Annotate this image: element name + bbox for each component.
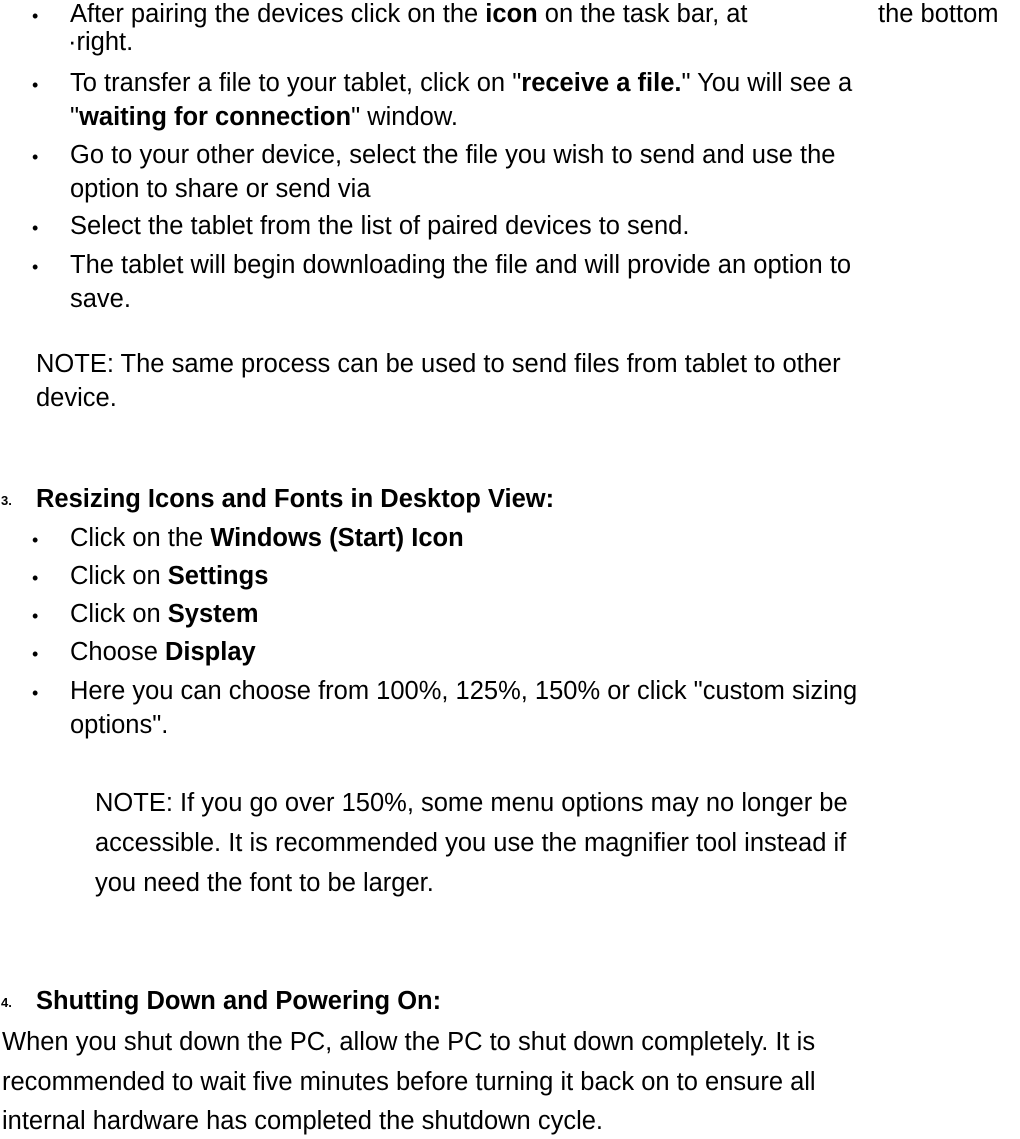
bullet-marker bbox=[32, 561, 38, 593]
bullet-text: Click on bbox=[70, 600, 168, 628]
bullet-select-tablet: Select the tablet from the list of paired devices to send. bbox=[70, 212, 690, 240]
bullet-settings bbox=[70, 561, 268, 591]
bullet-bold-text: receive a file. bbox=[521, 69, 682, 97]
bullet-text: " You will see a bbox=[681, 69, 853, 97]
bullet-bold-text: Windows (Start) Icon bbox=[210, 524, 464, 552]
bullet-system bbox=[70, 599, 259, 629]
note-line: device. bbox=[36, 384, 117, 412]
bullet-bold-text: icon bbox=[485, 0, 538, 28]
note-line: accessible. It is recommended you use the magnifier tool instead if bbox=[95, 829, 847, 857]
bullet-marker bbox=[32, 523, 38, 555]
bullet-marker bbox=[32, 0, 38, 31]
bullet-after-pairing-tail: the bottom bbox=[878, 0, 999, 28]
bullet-transfer-file-line2 bbox=[70, 102, 458, 132]
bullet-marker bbox=[32, 211, 38, 243]
bullet-display bbox=[70, 637, 256, 667]
bullet-text: Click on bbox=[70, 562, 168, 590]
bullet-text: After pairing the devices click on the bbox=[70, 0, 486, 28]
bullet-bold-text: Settings bbox=[167, 562, 269, 590]
bullet-downloading: The tablet will begin downloading the file and will provide an option to bbox=[70, 251, 852, 279]
bullet-downloading-line2: save. bbox=[70, 285, 131, 313]
bullet-bold-text: Display bbox=[164, 638, 256, 666]
bullet-text: Choose bbox=[70, 638, 165, 666]
bullet-sizing-options: Here you can choose from 100%, 125%, 150% or click "custom sizing bbox=[70, 677, 858, 705]
bullet-bold-text: waiting for connection bbox=[79, 103, 352, 131]
body-line: When you shut down the PC, allow the PC to shut down completely. It is bbox=[2, 1028, 816, 1056]
section-number: 4. bbox=[1, 995, 12, 1010]
bullet-marker bbox=[32, 250, 38, 282]
bullet-after-pairing bbox=[70, 0, 748, 29]
bullet-marker bbox=[32, 599, 38, 631]
bullet-text: To transfer a file to your tablet, click on " bbox=[70, 69, 522, 97]
body-line: recommended to wait five minutes before turning it back on to ensure all bbox=[2, 1068, 816, 1096]
bullet-after-pairing-line2: ·right. bbox=[68, 28, 134, 56]
bullet-windows-icon bbox=[70, 523, 464, 553]
bullet-marker bbox=[32, 140, 38, 172]
body-line: internal hardware has completed the shutdown cycle. bbox=[2, 1107, 604, 1135]
bullet-text: " bbox=[70, 103, 80, 131]
bullet-marker bbox=[32, 676, 38, 708]
note-line: NOTE: The same process can be used to send files from tablet to other bbox=[36, 350, 841, 378]
bullet-marker bbox=[32, 68, 38, 100]
bullet-other-device: Go to your other device, select the file you wish to send and use the bbox=[70, 141, 836, 169]
note-line: you need the font to be larger. bbox=[95, 869, 434, 897]
bullet-transfer-file bbox=[70, 68, 852, 98]
section-heading: Shutting Down and Powering On: bbox=[36, 987, 442, 1015]
bullet-bold-text: System bbox=[167, 600, 259, 628]
section-number: 3. bbox=[1, 493, 12, 508]
bullet-marker bbox=[32, 637, 38, 669]
bullet-text: on the task bar, at bbox=[537, 0, 748, 28]
bullet-text: Click on the bbox=[70, 524, 211, 552]
note-line: NOTE: If you go over 150%, some menu options may no longer be bbox=[95, 789, 848, 817]
bullet-sizing-options-line2: options". bbox=[70, 711, 169, 739]
section-heading: Resizing Icons and Fonts in Desktop View: bbox=[36, 485, 555, 513]
bullet-text: " window. bbox=[351, 103, 458, 131]
bullet-other-device-line2: option to share or send via bbox=[70, 175, 371, 203]
